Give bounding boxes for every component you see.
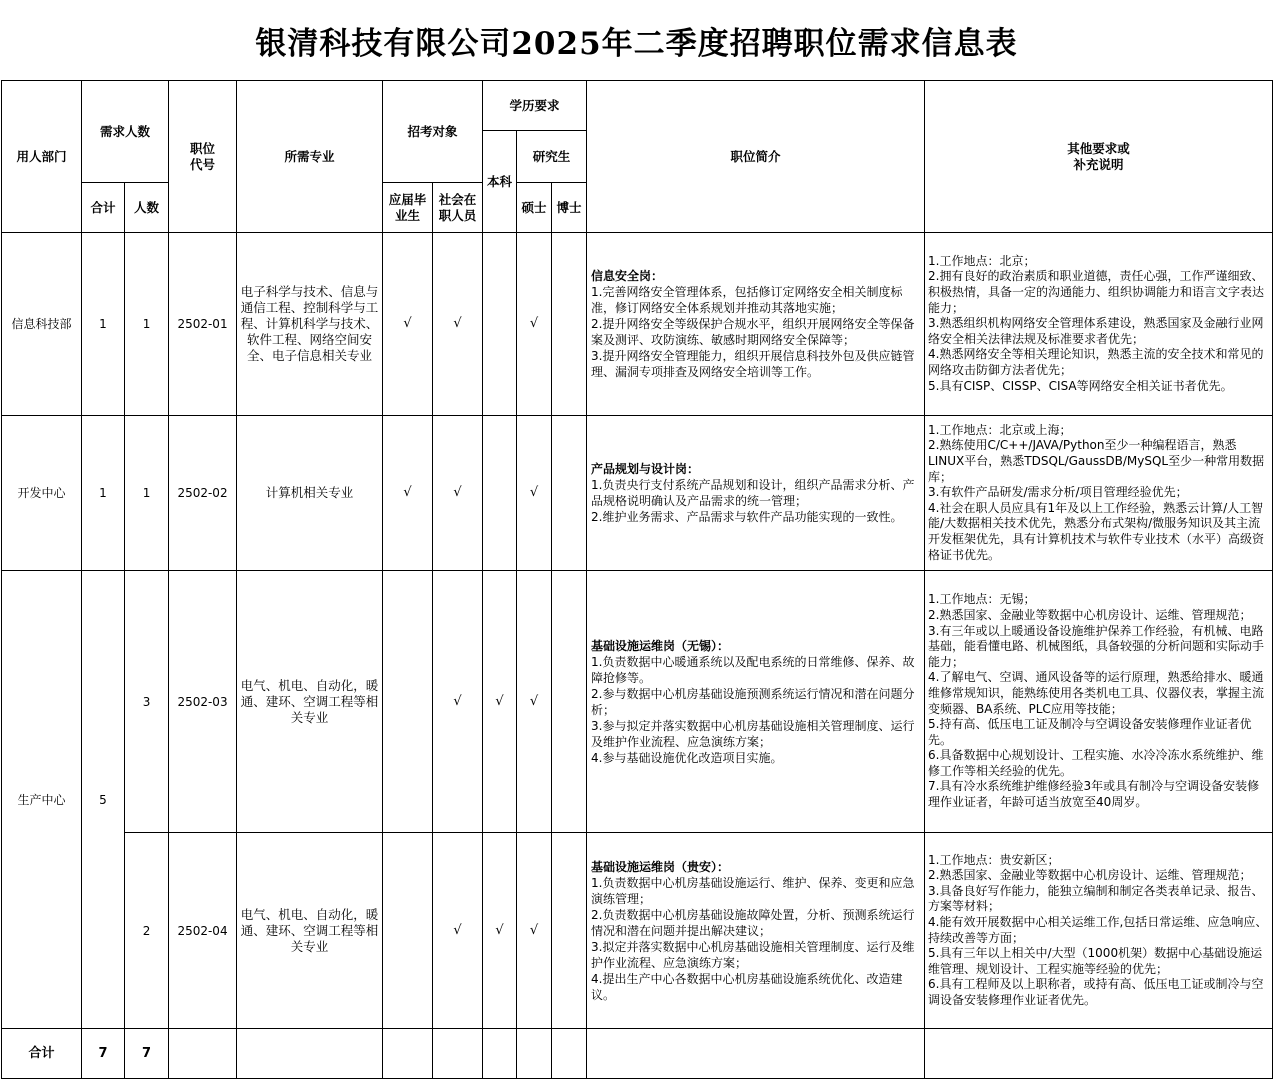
major-cell: 电子科学与技术、信息与通信工程、控制科学与工程、计算机科学与技术、软件工程、网络空间安全、电子信息相关专业 — [237, 233, 383, 416]
header-intro: 职位简介 — [587, 81, 925, 233]
table-row — [2, 571, 1273, 833]
table-row — [2, 233, 1273, 416]
header-demand: 需求人数 — [82, 81, 169, 183]
header-other: 其他要求或 补充说明 — [925, 81, 1273, 233]
table-row — [2, 416, 1273, 571]
header-count: 人数 — [125, 183, 169, 233]
job-intro-cell — [587, 233, 925, 416]
phd-cell — [552, 833, 587, 1029]
fresh-check: √ — [383, 416, 433, 571]
header-code: 职位 代号 — [169, 81, 237, 233]
job-intro-cell — [587, 416, 925, 571]
bachelor-check: √ — [483, 571, 517, 833]
job-title: 产品规划与设计岗： — [591, 462, 700, 476]
job-desc: 1.负责数据中心暖通系统以及配电系统的日常维修、保养、故障抢修等。 2.参与数据中心机房基础设施预测系统运行情况和潜在问题分析； 3.参与拟定并落实数据中心机房基础设施相关管理制度、运行及维护作业流程、应急演练方案； 4.参与基础设施优化改造项目实施。 — [591, 654, 915, 765]
code-cell: 2502-03 — [169, 571, 237, 833]
total-row — [2, 1029, 1273, 1079]
dept-cell: 开发中心 — [2, 416, 82, 571]
code-cell: 2502-04 — [169, 833, 237, 1029]
header-major: 所需专业 — [237, 81, 383, 233]
bachelor-cell — [483, 416, 517, 571]
header-grad: 研究生 — [517, 131, 587, 183]
social-check: √ — [433, 233, 483, 416]
bachelor-check: √ — [483, 833, 517, 1029]
header-dept: 用人部门 — [2, 81, 82, 233]
dept-total-cell: 1 — [82, 233, 125, 416]
header-edu: 学历要求 — [483, 81, 587, 131]
major-cell: 计算机相关专业 — [237, 416, 383, 571]
master-check: √ — [517, 571, 552, 833]
job-intro-cell — [587, 833, 925, 1029]
job-desc: 1.负责央行支付系统产品规划和设计，组织产品需求分析、产品规格说明确认及产品需求的统一管理； 2.维护业务需求、产品需求与软件产品功能实现的一致性。 — [591, 478, 915, 524]
other-req-cell: 1.工作地点：北京或上海； 2.熟练使用C/C++/JAVA/Python至少一种编程语言，熟悉LINUX平台，熟悉TDSQL/GaussDB/MySQL至少一种常用数据库； 3.有软件产品研发/需求分析/项目管理经验优先； 4.社会在职人员应具有1年及以上工作经验，熟悉云计算/人工智能/大数据相关技术优先，熟悉分布式架构/微服务知识及其主流开发框架优先，具有计算机技术与软件专业技术（水平）高级资格证书优先。 — [925, 416, 1273, 571]
code-cell: 2502-02 — [169, 416, 237, 571]
dept-total-cell: 5 — [82, 571, 125, 1029]
social-check: √ — [433, 416, 483, 571]
job-title: 基础设施运维岗（贵安）： — [591, 859, 730, 874]
social-check: √ — [433, 571, 483, 833]
dept-cell: 信息科技部 — [2, 233, 82, 416]
count-cell: 3 — [125, 571, 169, 833]
job-intro-cell — [587, 571, 925, 833]
major-cell: 电气、机电、自动化，暖通、建环、空调工程等相关专业 — [237, 571, 383, 833]
dept-cell: 生产中心 — [2, 571, 82, 1029]
phd-cell — [552, 416, 587, 571]
master-check: √ — [517, 416, 552, 571]
social-check: √ — [433, 833, 483, 1029]
header-bachelor: 本科 — [483, 131, 517, 233]
header-target: 招考对象 — [383, 81, 483, 183]
major-cell: 电气、机电、自动化，暖通、建环、空调工程等相关专业 — [237, 833, 383, 1029]
phd-cell — [552, 233, 587, 416]
header-fresh: 应届毕 业生 — [383, 183, 433, 233]
count-cell: 1 — [125, 233, 169, 416]
fresh-cell — [383, 571, 433, 833]
job-title: 基础设施运维岗（无锡）： — [591, 638, 730, 653]
other-req-cell: 1.工作地点：贵安新区； 2.熟悉国家、金融业等数据中心机房设计、运维、管理规范； 3.具备良好写作能力，能独立编制和制定各类表单记录、报告、方案等材料； 4.能有效开展数据中心相关运维工作,包括日常运维、应急响应、持续改善等方面； 5.具有三年以上相关中/大型（1000机架）数据中心基础设施运维管理、规划设计、工程实施等经验的优先； 6.具有工程师及以上职称者，或持有高、低压电工证或制冷与空调设备安装修理作业证者优先。 — [925, 833, 1273, 1029]
recruitment-table — [1, 80, 1273, 1079]
master-check: √ — [517, 233, 552, 416]
count-cell: 1 — [125, 416, 169, 571]
dept-total-cell: 1 — [82, 416, 125, 571]
page-title: 银清科技有限公司2025年二季度招聘职位需求信息表 — [255, 25, 1018, 62]
count-cell: 2 — [125, 833, 169, 1029]
header-total: 合计 — [82, 183, 125, 233]
header-master: 硕士 — [517, 183, 552, 233]
other-req-cell: 1.工作地点：无锡； 2.熟悉国家、金融业等数据中心机房设计、运维、管理规范； 3.有三年或以上暖通设备设施维护保养工作经验，有机械、电路基础，能看懂电路、机械图纸，具备较强的分析问题和实际动手能力； 4.了解电气、空调、通风设备等的运行原理，熟悉给排水、暖通维修常规知识，能熟练使用各类机电工具、仪器仪表，掌握主流变频器、BA系统、PLC应用等技能； 5.持有高、低压电工证及制冷与空调设备安装修理作业证者优先。 6.具备数据中心规划设计、工程实施、水冷冷冻水系统维护、维修工作等相关经验的优先。 7.具有冷水系统维护维修经验3年或具有制冷与空调设备安装修理作业证者，年龄可适当放宽至40周岁。 — [925, 571, 1273, 833]
phd-cell — [552, 571, 587, 833]
header-phd: 博士 — [552, 183, 587, 233]
code-cell: 2502-01 — [169, 233, 237, 416]
job-desc: 1.完善网络安全管理体系，包括修订定网络安全相关制度标准，修订网络安全体系规划并推动其落地实施； 2.提升网络安全等级保护合规水平，组织开展网络安全等保备案及测评、攻防演练、敏感时期网络安全保障等； 3.提升网络安全管理能力，组织开展信息科技外包及供应链管理、漏洞专项排查及网络安全培训等工作。 — [591, 285, 915, 379]
job-desc: 1.负责数据中心机房基础设施运行、维护、保养、变更和应急演练管理； 2.负责数据中心机房基础设施故障处置，分析、预测系统运行情况和潜在问题并提出解决建议； 3.拟定并落实数据中心机房基础设施相关管理制度、运行及维护作业流程、应急演练方案； 4.提出生产中心各数据中心机房基础设施系统优化、改造建议。 — [591, 875, 915, 1002]
fresh-cell — [383, 833, 433, 1029]
table-row — [2, 833, 1273, 1029]
fresh-check: √ — [383, 233, 433, 416]
other-req-cell: 1.工作地点：北京； 2.拥有良好的政治素质和职业道德，责任心强，工作严谨细致、积极热情，具备一定的沟通能力、组织协调能力和语言文字表达能力； 3.熟悉组织机构网络安全管理体系建设，熟悉国家及金融行业网络安全相关法律法规及标准要求者优先； 4.熟悉网络安全等相关理论知识，熟悉主流的安全技术和常见的网络攻击防御方法者优先； 5.具有CISP、CISSP、CISA等网络安全相关证书者优先。 — [925, 233, 1273, 416]
total-count: 7 — [125, 1029, 169, 1079]
bachelor-cell — [483, 233, 517, 416]
job-title: 信息安全岗： — [591, 269, 664, 283]
total-label: 合计 — [2, 1029, 82, 1079]
master-check: √ — [517, 833, 552, 1029]
total-sum: 7 — [82, 1029, 125, 1079]
header-social: 社会在 职人员 — [433, 183, 483, 233]
